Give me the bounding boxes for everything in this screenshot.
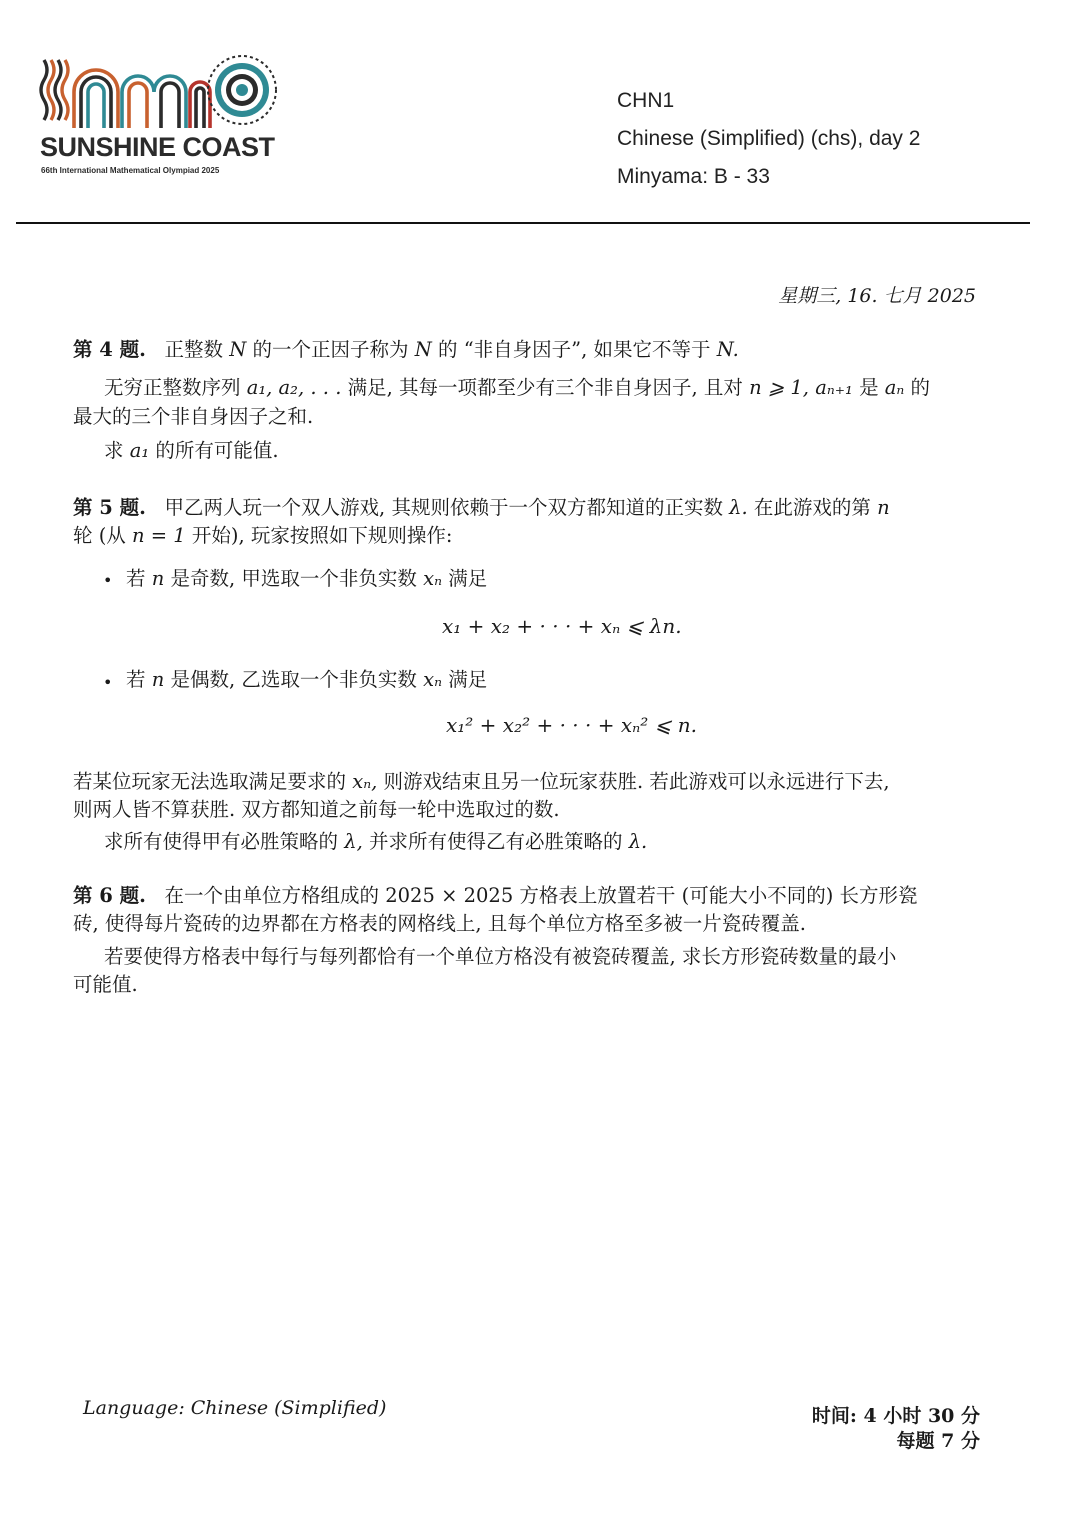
p4-math: N <box>229 338 247 361</box>
footer-time: 时间: 4 小时 30 分 <box>811 1405 980 1427</box>
problem5-question <box>104 828 647 856</box>
exam-date: 星期三, 16. 七月 2025 <box>778 285 976 307</box>
p5-text: 求所有使得甲有必胜策略的 <box>104 830 339 853</box>
logo-arch-1 <box>74 70 118 128</box>
logo-arch-2 <box>122 76 186 128</box>
p4-math: N. <box>716 338 739 361</box>
problem4-label: 第 4 题. <box>73 338 146 361</box>
logo-wave-lines <box>41 60 68 120</box>
p4-text: 的 <box>910 376 931 399</box>
p4-text: 的一个正因子称为 <box>252 338 409 361</box>
p5-text: 并求所有使得乙有必胜策略的 <box>368 830 623 853</box>
problem5-intro-line1 <box>73 494 890 522</box>
bullet-icon: • <box>103 571 113 590</box>
problem4-question <box>104 437 279 465</box>
logo-sun-icon <box>208 56 276 124</box>
header-divider <box>16 222 1030 224</box>
p4-math: n ⩾ 1, <box>749 376 810 399</box>
p5-math: xₙ <box>423 668 442 691</box>
problem6-line2: 砖, 使得每片瓷砖的边界都在方格表的网格线上, 且每个单位方格至多被一片瓷砖覆盖. <box>73 912 806 935</box>
bullet-icon: • <box>103 673 113 692</box>
p6-text: 在一个由单位方格组成的 2025 × 2025 方格表上放置若干 (可能大小不同的) 长方形瓷 <box>164 884 918 907</box>
p4-math: aₙ₊₁ <box>815 376 853 399</box>
problem5-rules-line2: 则两人皆不算获胜. 双方都知道之前每一轮中选取过的数. <box>73 798 560 821</box>
p4-math: a₁ <box>129 439 150 462</box>
logo-subtitle: 66th International Mathematical Olympiad 2025 <box>41 166 220 175</box>
logo-title: SUNSHINE COAST <box>40 132 275 162</box>
header-language-day: Chinese (Simplified) (chs), day 2 <box>617 127 921 150</box>
p5-math: n = 1 <box>132 524 186 547</box>
p5-text: 若 <box>126 567 146 590</box>
problem4-statement-line2: 最大的三个非自身因子之和. <box>73 405 314 428</box>
problem6-label: 第 6 题. <box>73 884 146 907</box>
problem5-label: 第 5 题. <box>73 496 146 519</box>
p5-math: λ. <box>729 496 748 519</box>
p4-math: N <box>414 338 432 361</box>
logo-arch-3 <box>190 82 210 128</box>
problem5-equation-1: x₁ + x₂ + · · · + xₙ ⩽ λn. <box>442 614 682 638</box>
p4-math: aₙ <box>884 376 905 399</box>
problem6-line1 <box>73 882 918 910</box>
problem6-question-line1: 若要使得方格表中每行与每列都恰有一个单位方格没有被瓷砖覆盖, 求长方形瓷砖数量的最小 <box>104 945 897 968</box>
problem4-statement-line1 <box>104 374 930 402</box>
problem5-bullet2 <box>126 666 487 694</box>
p5-math: n <box>151 567 165 590</box>
p5-text: 是偶数, 乙选取一个非负实数 <box>170 668 417 691</box>
p5-text: 若某位玩家无法选取满足要求的 <box>73 770 347 793</box>
p4-text: 是 <box>859 376 879 399</box>
p4-text: 的 “非自身因子”, 如果它不等于 <box>438 338 711 361</box>
p4-text: 的所有可能值. <box>155 439 279 462</box>
p4-text: 正整数 <box>164 338 224 361</box>
footer-points: 每题 7 分 <box>896 1430 980 1452</box>
p4-text: 满足, 其每一项都至少有三个非自身因子, 且对 <box>347 376 743 399</box>
p4-text: 求 <box>104 439 124 462</box>
p5-text: 则游戏结束且另一位玩家获胜. 若此游戏可以永远进行下去, <box>383 770 890 793</box>
p5-math: xₙ, <box>352 770 378 793</box>
p5-math: λ, <box>344 830 363 853</box>
p5-text: 轮 (从 <box>73 524 126 547</box>
p4-text: 无穷正整数序列 <box>104 376 241 399</box>
header-code: CHN1 <box>617 89 675 112</box>
p5-text: 是奇数, 甲选取一个非负实数 <box>170 567 417 590</box>
p5-text: 若 <box>126 668 146 691</box>
problem5-equation-2: x₁² + x₂² + · · · + xₙ² ⩽ n. <box>446 713 697 737</box>
p5-math: xₙ <box>423 567 442 590</box>
p5-text: 甲乙两人玩一个双人游戏, 其规则依赖于一个双方都知道的正实数 <box>164 496 723 519</box>
p5-text: 在此游戏的第 <box>753 496 871 519</box>
p4-math: a₁, a₂, . . . <box>246 376 342 399</box>
problem5-rules-line1 <box>73 768 890 796</box>
problem5-intro-line2 <box>73 522 453 550</box>
p5-text: 满足 <box>448 567 488 590</box>
p5-text: 满足 <box>448 668 488 691</box>
p5-math: λ. <box>628 830 648 853</box>
p5-math: n <box>151 668 165 691</box>
p5-text: 开始), 玩家按照如下规则操作: <box>191 524 453 547</box>
p5-math: n <box>877 496 890 519</box>
footer-language: Language: Chinese (Simplified) <box>83 1397 387 1419</box>
problem5-bullet1 <box>126 565 487 593</box>
problem6-question-line2: 可能值. <box>73 973 138 996</box>
header-room: Minyama: B - 33 <box>617 165 770 188</box>
problem4-intro <box>73 336 739 364</box>
